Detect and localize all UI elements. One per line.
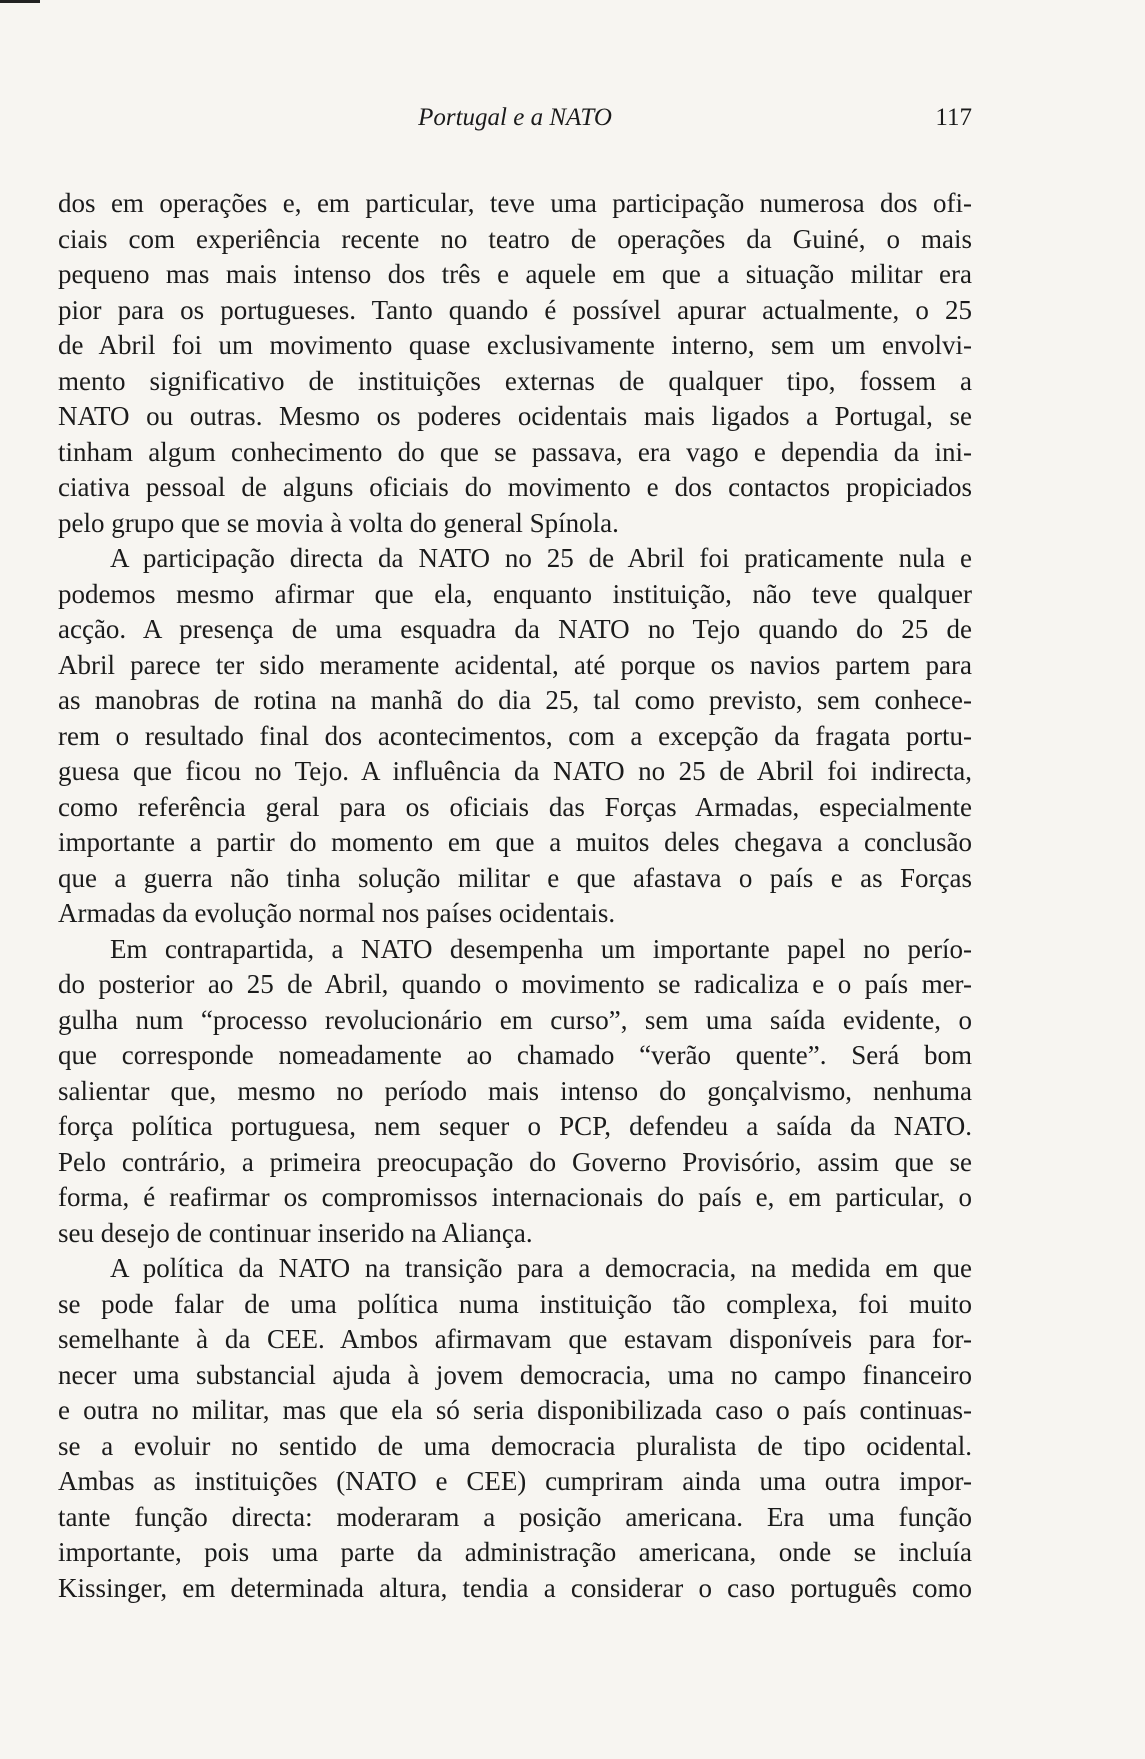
text-line: necer uma substancial ajuda à jovem democracia, uma no campo financeiro (58, 1359, 972, 1390)
text-line: rem o resultado final dos acontecimentos, com a excepção da fragata portu- (58, 720, 972, 751)
text-line: tinham algum conhecimento do que se passava, era vago e dependia da ini- (58, 436, 972, 467)
text-line: salientar que, mesmo no período mais intenso do gonçalvismo, nenhuma (58, 1075, 972, 1106)
text-line: se pode falar de uma política numa instituição tão complexa, foi muito (58, 1288, 972, 1319)
text-line: Ambas as instituições (NATO e CEE) cumpriram ainda uma outra impor- (58, 1466, 972, 1496)
text-line: mento significativo de instituições externas de qualquer tipo, fossem a (58, 365, 972, 396)
text-line: se a evoluir no sentido de uma democracia pluralista de tipo ocidental. (58, 1430, 972, 1461)
text-line: pelo grupo que se movia à volta do general Spínola. (58, 507, 619, 538)
text-line: gulha num “processo revolucionário em curso”, sem uma saída evidente, o (58, 1004, 972, 1035)
text-line: que a guerra não tinha solução militar e que afastava o país e as Forças (58, 862, 972, 893)
text-line: de Abril foi um movimento quase exclusivamente interno, sem um envolvi- (58, 330, 972, 360)
text-line: e outra no militar, mas que ela só seria disponibilizada caso o país continuas- (58, 1395, 972, 1425)
scan-edge-mark (0, 0, 40, 3)
text-line: pequeno mas mais intenso dos três e aquele em que a situação militar era (58, 259, 972, 289)
text-line: ciais com experiência recente no teatro de operações da Guiné, o mais (58, 223, 972, 254)
text-line: forma, é reafirmar os compromissos internacionais do país e, em particular, o (58, 1182, 972, 1212)
text-line: acção. A presença de uma esquadra da NATO no Tejo quando do 25 de (58, 614, 972, 644)
text-line: seu desejo de continuar inserido na Aliança. (58, 1217, 533, 1248)
text-line: que corresponde nomeadamente ao chamado “verão quente”. Será bom (58, 1040, 972, 1070)
paragraph-2 (58, 541, 972, 932)
text-line: Pelo contrário, a primeira preocupação do Governo Provisório, assim que se (58, 1146, 972, 1177)
text-line: pior para os portugueses. Tanto quando é possível apurar actualmente, o 25 (58, 294, 972, 325)
text-line: guesa que ficou no Tejo. A influência da NATO no 25 de Abril foi indirecta, (58, 756, 972, 786)
text-line: importante, pois uma parte da administração americana, onde se incluía (58, 1537, 972, 1567)
text-line: as manobras de rotina na manhã do dia 25, tal como previsto, sem conhece- (58, 685, 972, 715)
text-line: como referência geral para os oficiais das Forças Armadas, especialmente (58, 791, 972, 822)
text-line: A política da NATO na transição para a democracia, na medida em que (110, 1253, 972, 1283)
text-line: força política portuguesa, nem sequer o PCP, defendeu a saída da NATO. (58, 1111, 972, 1141)
text-line: ciativa pessoal de alguns oficiais do movimento e dos contactos propiciados (58, 472, 972, 502)
text-line: tante função directa: moderaram a posição americana. Era uma função (58, 1501, 972, 1532)
paragraph-4 (58, 1251, 972, 1606)
text-line: importante a partir do momento em que a muitos deles chegava a conclusão (58, 827, 972, 857)
text-line: do posterior ao 25 de Abril, quando o movimento se radicaliza e o país mer- (58, 969, 972, 999)
text-line: Abril parece ter sido meramente acidental, até porque os navios partem para (58, 649, 972, 680)
text-line: Em contrapartida, a NATO desempenha um importante papel no perío- (110, 933, 972, 964)
text-line: Kissinger, em determinada altura, tendia a considerar o caso português como (58, 1572, 972, 1603)
text-line: semelhante à da CEE. Ambos afirmavam que estavam disponíveis para for- (58, 1324, 972, 1354)
text-line: dos em operações e, em particular, teve uma participação numerosa dos ofi- (58, 188, 972, 218)
paragraph-3 (58, 932, 972, 1252)
page-body (58, 186, 972, 1606)
text-line: A participação directa da NATO no 25 de Abril foi praticamente nula e (110, 543, 972, 573)
text-line: podemos mesmo afirmar que ela, enquanto instituição, não teve qualquer (58, 578, 972, 609)
paragraph-1 (58, 186, 972, 541)
text-line: Armadas da evolução normal nos países ocidentais. (58, 898, 616, 928)
page-number: 117 (935, 104, 972, 131)
running-header (58, 104, 972, 140)
text-line: NATO ou outras. Mesmo os poderes ocidentais mais ligados a Portugal, se (58, 401, 972, 431)
running-title: Portugal e a NATO (418, 104, 612, 131)
